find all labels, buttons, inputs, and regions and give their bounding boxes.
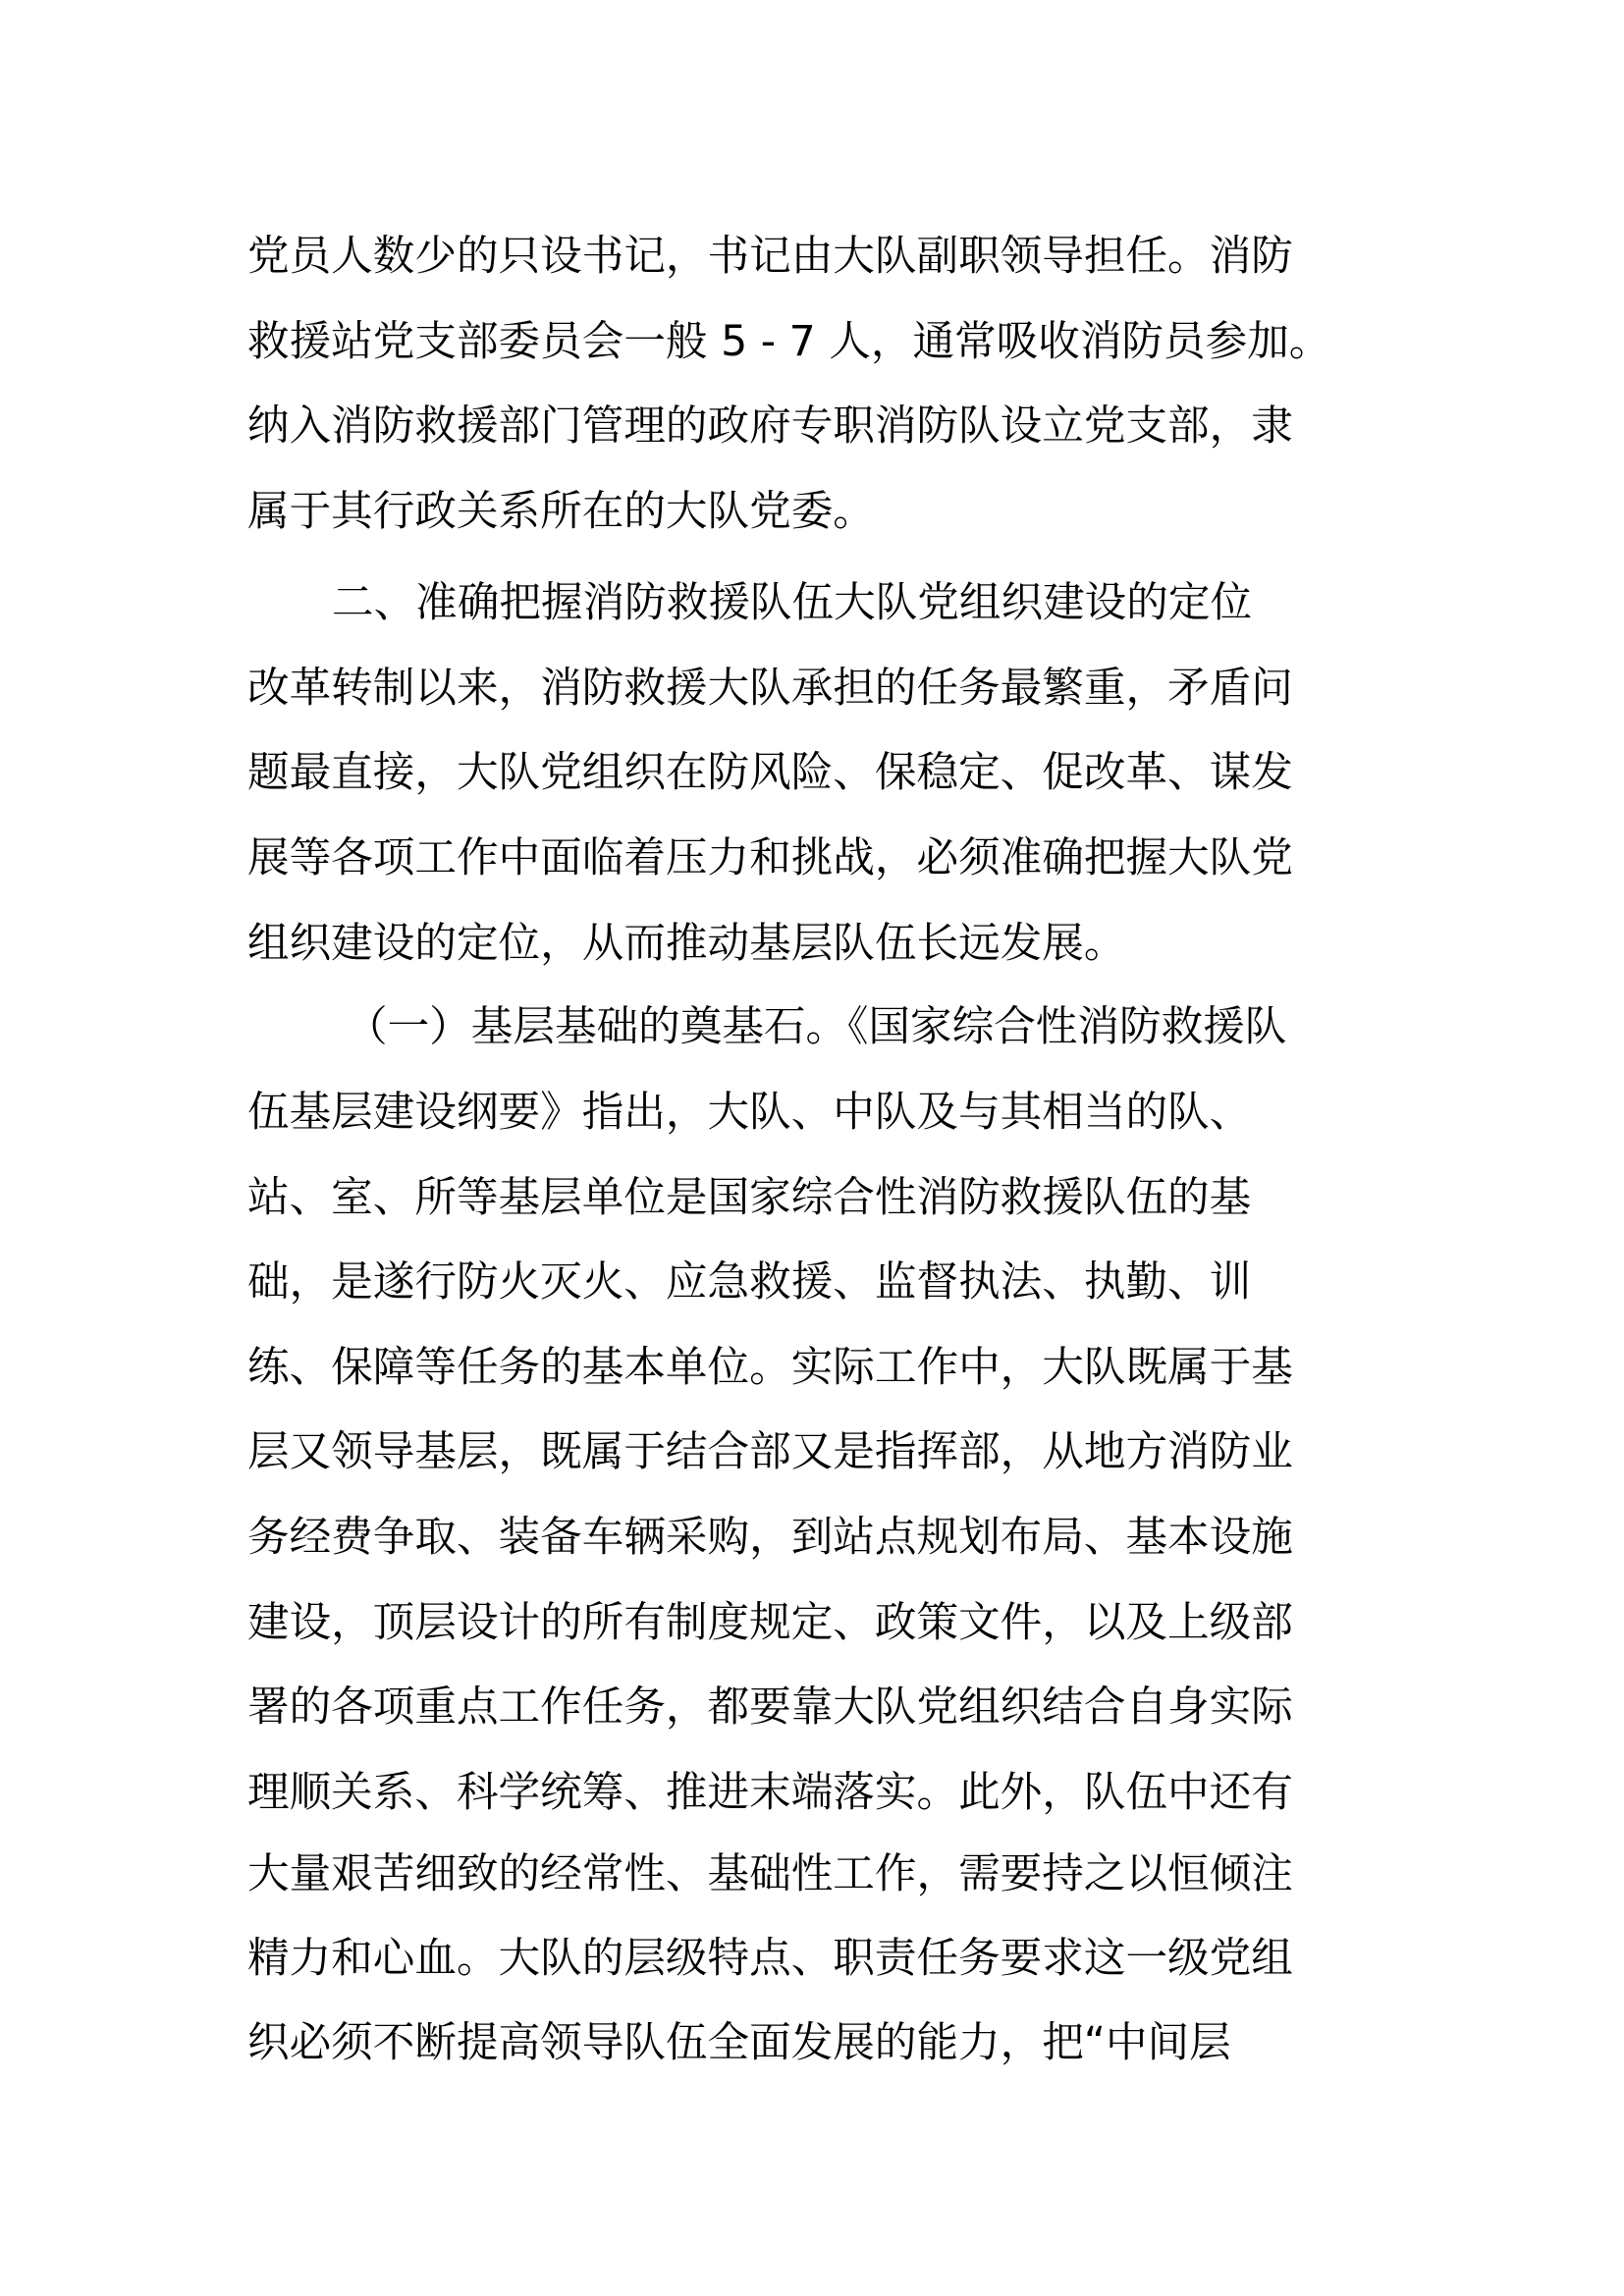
subsection-1-line-12: 精力和心血。大队的层级特点、职责任务要求这一级党组 (247, 1934, 1293, 1983)
paragraph-2-line-4: 组织建设的定位，从而推动基层队伍长远发展。 (247, 919, 1126, 968)
subsection-1-line-3: 站、室、所等基层单位是国家综合性消防救援队伍的基 (247, 1173, 1252, 1222)
paragraph-1-line-3: 纳入消防救援部门管理的政府专职消防队设立党支部，隶 (247, 401, 1293, 451)
paragraph-2-line-3: 展等各项工作中面临着压力和挑战，必须准确把握大队党 (247, 833, 1293, 882)
subsection-1-line-8: 建设，顶层设计的所有制度规定、政策文件，以及上级部 (247, 1598, 1293, 1647)
subsection-1-line-2: 伍基层建设纲要》指出，大队、中队及与其相当的队、 (247, 1088, 1252, 1137)
paragraph-2-line-2: 题最直接，大队党组织在防风险、保稳定、促改革、谋发 (247, 748, 1293, 797)
paragraph-1-line-4: 属于其行政关系所在的大队党委。 (247, 487, 875, 536)
subsection-1-line-9: 署的各项重点工作任务，都要靠大队党组织结合自身实际 (247, 1682, 1293, 1732)
paragraph-2-line-1: 改革转制以来，消防救援大队承担的任务最繁重，矛盾问 (247, 664, 1293, 713)
subsection-1-line-11: 大量艰苦细致的经常性、基础性工作，需要持之以恒倾注 (247, 1849, 1293, 1898)
subsection-1-line-6: 层又领导基层，既属于结合部又是指挥部，从地方消防业 (247, 1427, 1293, 1476)
section-heading-2: 二、准确把握消防救援队伍大队党组织建设的定位 (332, 578, 1253, 627)
paragraph-1-line-1: 党员人数少的只设书记，书记由大队副职领导担任。消防 (247, 232, 1293, 281)
subsection-1-line-1: （一）基层基础的奠基石。《国家综合性消防救援队 (346, 1002, 1287, 1051)
paragraph-1-line-2: 救援站党支部委员会一般 5 - 7 人，通常吸收消防员参加。 (247, 317, 1331, 366)
subsection-1-line-13: 织必须不断提高领导队伍全面发展的能力，把“中间层 (247, 2018, 1231, 2067)
subsection-1-line-4: 础，是遂行防火灭火、应急救援、监督执法、执勤、训 (247, 1257, 1252, 1307)
subsection-1-line-5: 练、保障等任务的基本单位。实际工作中，大队既属于基 (247, 1343, 1293, 1392)
subsection-1-line-10: 理顺关系、科学统筹、推进末端落实。此外，队伍中还有 (247, 1768, 1293, 1817)
subsection-1-line-7: 务经费争取、装备车辆采购，到站点规划布局、基本设施 (247, 1513, 1293, 1562)
